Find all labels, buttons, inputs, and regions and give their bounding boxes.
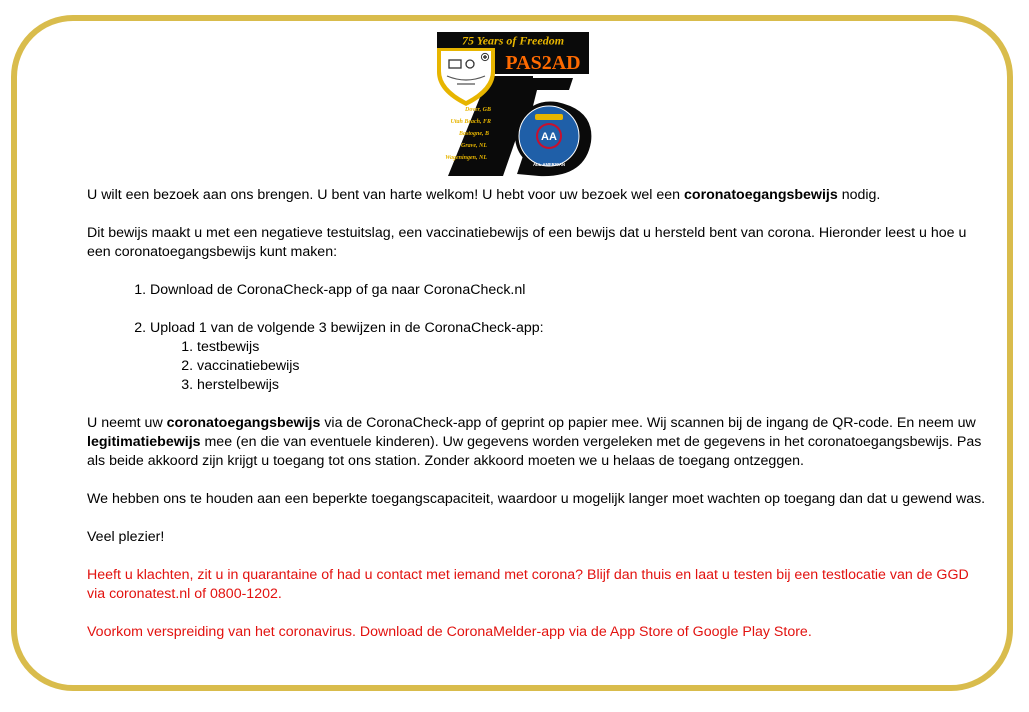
list-item: 3. herstelbewijs [197,376,987,395]
warning-quarantine: Heeft u klachten, zit u in quarantaine of had u contact met iemand met corona? Blijf dan thuis en laat u testen bij een testlocatie van de GGD via coronatest.nl of 0800-1202. [87,567,969,602]
logo-banner-text: 75 Years of Freedom [461,33,565,48]
entry-paragraph: U neemt uw coronatoegangsbewijs via de CoronaCheck-app of geprint op papier mee. Wij scannen bij de ingang de QR-code. En neem uw legitimatiebewijs mee (en die van eventuele kinderen). Uw gegevens worden vergeleken met de gegevens in het coronatoegangsbewijs. Pas als beide akkoord zijn krijgt u toegang tot ons station. Zonder akkoord moeten we u helaas de toegang ontzeggen. [87,415,982,469]
step-download: 1. Download de CoronaCheck-app of ga naar CoronaCheck.nl [150,281,987,300]
logo-location: Utah Beach, FR [450,119,491,125]
svg-text:ALL-AMERICAN: ALL-AMERICAN [532,162,566,167]
warning-coronamelder: Voorkom verspreiding van het coronavirus. Download de CoronaMelder-app via de App Store of Google Play Store. [87,624,812,640]
list-item: 1. testbewijs [197,338,987,357]
proof-types-list [150,338,987,395]
logo-location: Wageningen, NL [445,155,487,161]
svg-text:AA: AA [541,131,557,143]
capacity-paragraph: We hebben ons te houden aan een beperkte toegangscapaciteit, waardoor u mogelijk langer moet wachten op toegang dan dat u gewend was. [87,491,986,507]
steps-list [87,281,987,395]
logo-location: Grave, NL [461,143,487,149]
pas2ad-75-logo [433,32,598,178]
list-item: 2. vaccinatiebewijs [197,357,987,376]
logo-location: Bastogne, B [458,131,489,137]
intro-paragraph: U wilt een bezoek aan ons brengen. U bent van harte welkom! U hebt voor uw bezoek wel een coronatoegangsbewijs nodig. [87,187,881,203]
logo-location: Dover, GB [465,107,491,113]
main-content [87,186,987,642]
instructions-paragraph: Dit bewijs maakt u met een negatieve testuitslag, een vaccinatiebewijs of een bewijs dat u hersteld bent van corona. Hieronder leest u hoe u een coronatoegangsbewijs kunt maken: [87,225,967,260]
airborne-patch-icon [515,102,583,170]
logo-org-name: PAS2AD [505,52,581,74]
step-upload: 2. Upload 1 van de volgende 3 bewijzen in de CoronaCheck-app: 1. testbewijs 2. vaccinatiebewijs 3. herstelbewijs [150,319,987,395]
closing-paragraph: Veel plezier! [87,529,165,545]
